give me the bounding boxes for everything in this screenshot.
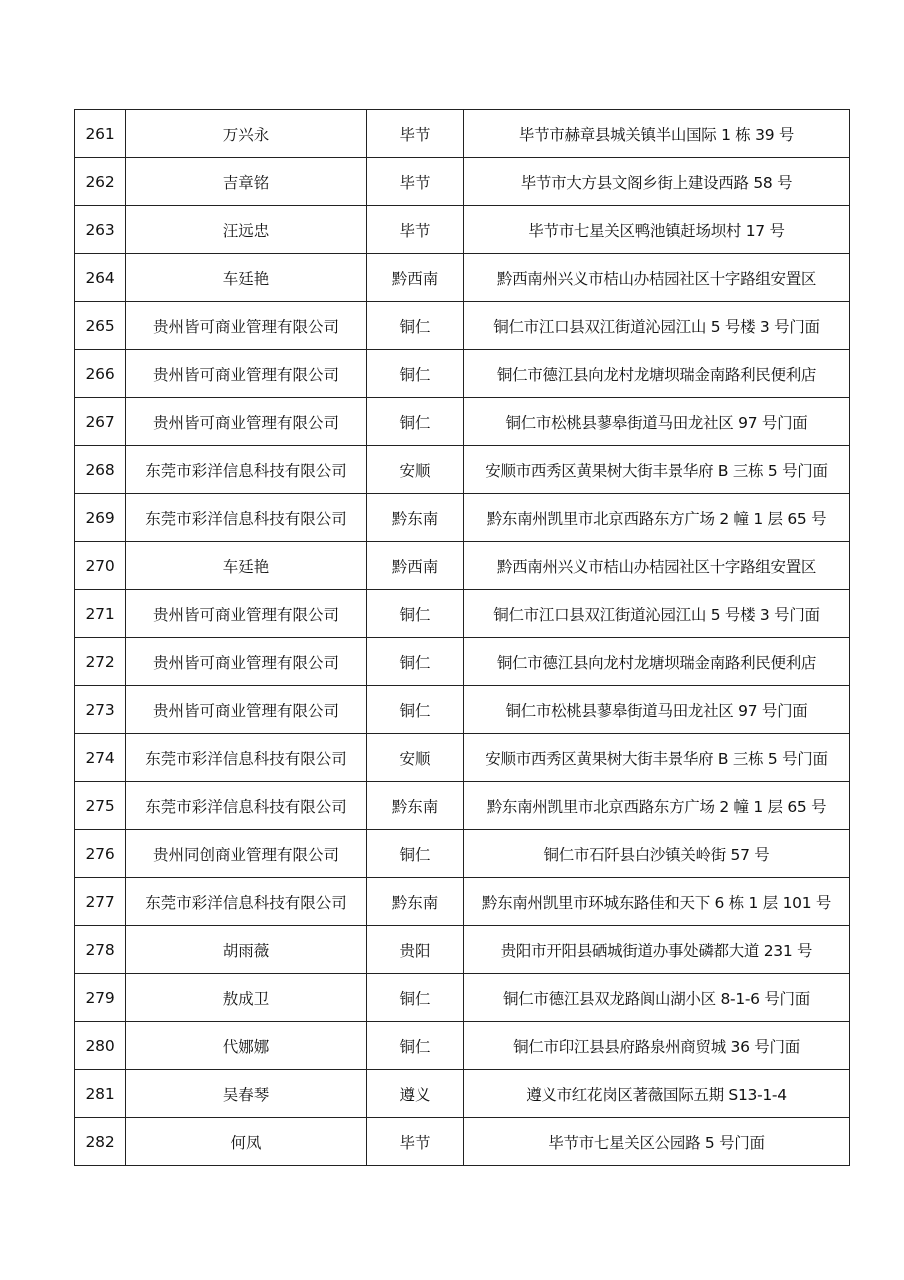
row-number-cell: 272 (75, 638, 126, 686)
table-row (75, 1118, 850, 1166)
address-cell: 铜仁市德江县双龙路阆山湖小区 8-1-6 号门面 (464, 974, 850, 1022)
table-row (75, 830, 850, 878)
table-row (75, 1022, 850, 1070)
address-cell: 毕节市七星关区公园路 5 号门面 (464, 1118, 850, 1166)
name-cell: 东莞市彩洋信息科技有限公司 (126, 494, 367, 542)
address-cell: 遵义市红花岗区著薇国际五期 S13-1-4 (464, 1070, 850, 1118)
table-row (75, 1070, 850, 1118)
city-cell: 贵阳 (367, 926, 464, 974)
row-number-cell: 276 (75, 830, 126, 878)
city-cell: 黔东南 (367, 782, 464, 830)
city-cell: 毕节 (367, 110, 464, 158)
address-cell: 铜仁市德江县向龙村龙塘坝瑞金南路利民便利店 (464, 638, 850, 686)
row-number-cell: 280 (75, 1022, 126, 1070)
table-row (75, 350, 850, 398)
name-cell: 何凤 (126, 1118, 367, 1166)
city-cell: 毕节 (367, 158, 464, 206)
name-cell: 东莞市彩洋信息科技有限公司 (126, 446, 367, 494)
row-number-cell: 270 (75, 542, 126, 590)
city-cell: 黔东南 (367, 878, 464, 926)
table-row (75, 686, 850, 734)
table-row (75, 206, 850, 254)
row-number-cell: 275 (75, 782, 126, 830)
name-cell: 贵州皆可商业管理有限公司 (126, 638, 367, 686)
name-cell: 东莞市彩洋信息科技有限公司 (126, 734, 367, 782)
name-cell: 汪远忠 (126, 206, 367, 254)
name-cell: 代娜娜 (126, 1022, 367, 1070)
address-cell: 毕节市七星关区鸭池镇赶场坝村 17 号 (464, 206, 850, 254)
row-number-cell: 267 (75, 398, 126, 446)
row-number-cell: 277 (75, 878, 126, 926)
address-cell: 铜仁市江口县双江街道沁园江山 5 号楼 3 号门面 (464, 590, 850, 638)
city-cell: 毕节 (367, 1118, 464, 1166)
table-row (75, 254, 850, 302)
city-cell: 铜仁 (367, 1022, 464, 1070)
name-cell: 车廷艳 (126, 542, 367, 590)
city-cell: 铜仁 (367, 830, 464, 878)
table-row (75, 494, 850, 542)
name-cell: 吉章铭 (126, 158, 367, 206)
address-cell: 安顺市西秀区黄果树大街丰景华府 B 三栋 5 号门面 (464, 734, 850, 782)
city-cell: 黔西南 (367, 254, 464, 302)
address-cell: 铜仁市松桃县蓼皋街道马田龙社区 97 号门面 (464, 686, 850, 734)
address-cell: 毕节市大方县文阁乡街上建设西路 58 号 (464, 158, 850, 206)
table-row (75, 158, 850, 206)
city-cell: 遵义 (367, 1070, 464, 1118)
city-cell: 安顺 (367, 734, 464, 782)
city-cell: 安顺 (367, 446, 464, 494)
row-number-cell: 264 (75, 254, 126, 302)
row-number-cell: 271 (75, 590, 126, 638)
table-row (75, 734, 850, 782)
address-cell: 黔西南州兴义市桔山办桔园社区十字路组安置区 (464, 254, 850, 302)
address-cell: 铜仁市江口县双江街道沁园江山 5 号楼 3 号门面 (464, 302, 850, 350)
address-cell: 铜仁市松桃县蓼皋街道马田龙社区 97 号门面 (464, 398, 850, 446)
table-row (75, 878, 850, 926)
row-number-cell: 278 (75, 926, 126, 974)
name-cell: 车廷艳 (126, 254, 367, 302)
city-cell: 铜仁 (367, 590, 464, 638)
table-row (75, 782, 850, 830)
row-number-cell: 265 (75, 302, 126, 350)
name-cell: 贵州皆可商业管理有限公司 (126, 590, 367, 638)
row-number-cell: 274 (75, 734, 126, 782)
name-cell: 贵州皆可商业管理有限公司 (126, 398, 367, 446)
row-number-cell: 279 (75, 974, 126, 1022)
row-number-cell: 273 (75, 686, 126, 734)
name-cell: 东莞市彩洋信息科技有限公司 (126, 782, 367, 830)
records-table (74, 109, 850, 1166)
name-cell: 贵州皆可商业管理有限公司 (126, 302, 367, 350)
city-cell: 毕节 (367, 206, 464, 254)
city-cell: 铜仁 (367, 350, 464, 398)
records-table-body (75, 110, 850, 1166)
row-number-cell: 262 (75, 158, 126, 206)
row-number-cell: 261 (75, 110, 126, 158)
city-cell: 铜仁 (367, 398, 464, 446)
table-row (75, 974, 850, 1022)
row-number-cell: 268 (75, 446, 126, 494)
name-cell: 万兴永 (126, 110, 367, 158)
address-cell: 毕节市赫章县城关镇半山国际 1 栋 39 号 (464, 110, 850, 158)
table-row (75, 398, 850, 446)
address-cell: 贵阳市开阳县硒城街道办事处磷都大道 231 号 (464, 926, 850, 974)
address-cell: 铜仁市印江县县府路泉州商贸城 36 号门面 (464, 1022, 850, 1070)
name-cell: 贵州皆可商业管理有限公司 (126, 686, 367, 734)
name-cell: 胡雨薇 (126, 926, 367, 974)
city-cell: 铜仁 (367, 302, 464, 350)
table-row (75, 638, 850, 686)
table-row (75, 446, 850, 494)
table-row (75, 110, 850, 158)
address-cell: 黔东南州凯里市北京西路东方广场 2 幢 1 层 65 号 (464, 782, 850, 830)
city-cell: 黔西南 (367, 542, 464, 590)
table-row (75, 590, 850, 638)
table-row (75, 542, 850, 590)
name-cell: 吴春琴 (126, 1070, 367, 1118)
row-number-cell: 281 (75, 1070, 126, 1118)
address-cell: 黔西南州兴义市桔山办桔园社区十字路组安置区 (464, 542, 850, 590)
address-cell: 黔东南州凯里市北京西路东方广场 2 幢 1 层 65 号 (464, 494, 850, 542)
address-cell: 安顺市西秀区黄果树大街丰景华府 B 三栋 5 号门面 (464, 446, 850, 494)
row-number-cell: 263 (75, 206, 126, 254)
city-cell: 铜仁 (367, 686, 464, 734)
name-cell: 东莞市彩洋信息科技有限公司 (126, 878, 367, 926)
address-cell: 铜仁市石阡县白沙镇关岭街 57 号 (464, 830, 850, 878)
row-number-cell: 269 (75, 494, 126, 542)
name-cell: 贵州皆可商业管理有限公司 (126, 350, 367, 398)
city-cell: 铜仁 (367, 974, 464, 1022)
table-row (75, 926, 850, 974)
address-cell: 黔东南州凯里市环城东路佳和天下 6 栋 1 层 101 号 (464, 878, 850, 926)
table-row (75, 302, 850, 350)
address-cell: 铜仁市德江县向龙村龙塘坝瑞金南路利民便利店 (464, 350, 850, 398)
row-number-cell: 282 (75, 1118, 126, 1166)
name-cell: 贵州同创商业管理有限公司 (126, 830, 367, 878)
name-cell: 敖成卫 (126, 974, 367, 1022)
city-cell: 黔东南 (367, 494, 464, 542)
row-number-cell: 266 (75, 350, 126, 398)
city-cell: 铜仁 (367, 638, 464, 686)
